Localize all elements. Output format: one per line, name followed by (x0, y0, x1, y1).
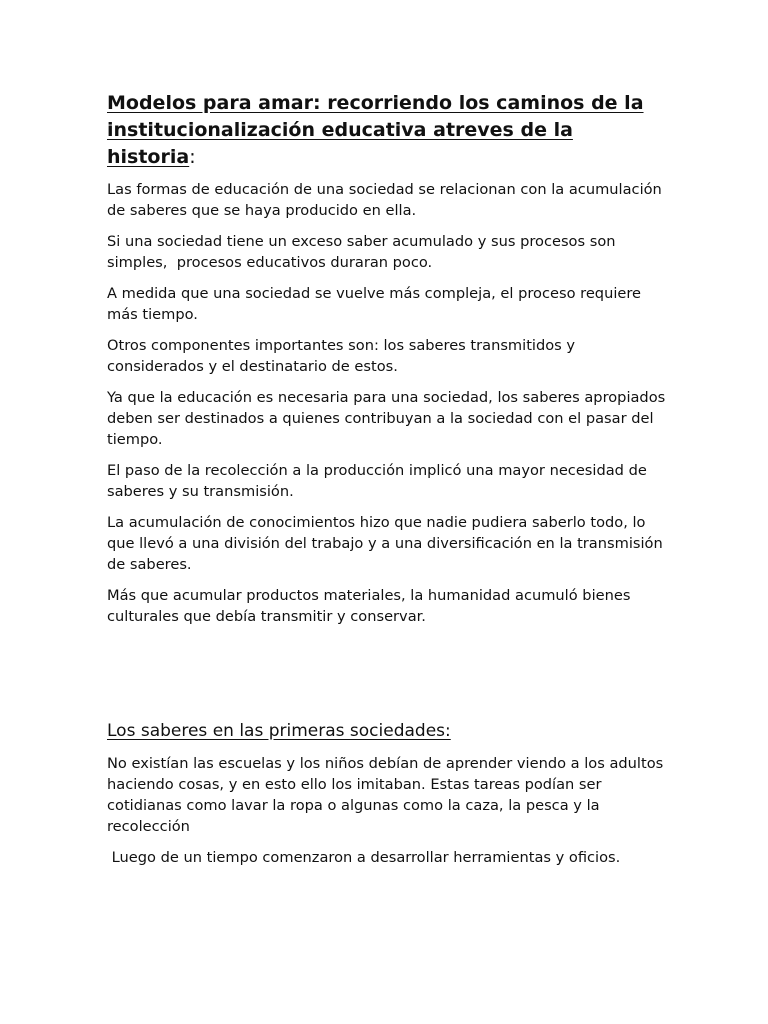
paragraph: Las formas de educación de una sociedad se relacionan con la acumulación de saberes que se haya producido en ella. (107, 181, 667, 219)
paragraph: La acumulación de conocimientos hizo que nadie pudiera saberlo todo, lo que llevó a una división del trabajo y a una diversificación en la transmisión de saberes. (107, 514, 668, 573)
paragraph: A medida que una sociedad se vuelve más compleja, el proceso requiere más tiempo. (107, 285, 646, 323)
paragraph: Ya que la educación es necesaria para una sociedad, los saberes apropiados deben ser destinados a quienes contribuyan a la sociedad con el pasar del tiempo. (107, 389, 670, 448)
paragraph: No existían las escuelas y los niños debían de aprender viendo a los adultos haciendo cosas, y en esto ello los imitaban. Estas tareas podían ser cotidianas como lavar la ropa o algunas como la caza, la pesca y la recolección (107, 755, 668, 835)
document-title-text: Modelos para amar: recorriendo los caminos de la institucionalización educativa atreves de la historia (107, 92, 644, 168)
section-spacer (107, 637, 667, 719)
paragraph: El paso de la recolección a la producción implicó una mayor necesidad de saberes y su transmisión. (107, 462, 652, 500)
document-title-colon: : (189, 146, 196, 168)
document-page (107, 90, 670, 878)
paragraph: Si una sociedad tiene un exceso saber acumulado y sus procesos son simples, procesos educativos duraran poco. (107, 233, 621, 271)
section-heading: Los saberes en las primeras sociedades: (107, 721, 451, 741)
paragraph: Luego de un tiempo comenzaron a desarrollar herramientas y oficios. (107, 849, 621, 866)
paragraph: Otros componentes importantes son: los saberes transmitidos y considerados y el destinatario de estos. (107, 337, 580, 375)
paragraph: Más que acumular productos materiales, la humanidad acumuló bienes culturales que debía transmitir y conservar. (107, 587, 636, 625)
document-title (107, 90, 667, 171)
